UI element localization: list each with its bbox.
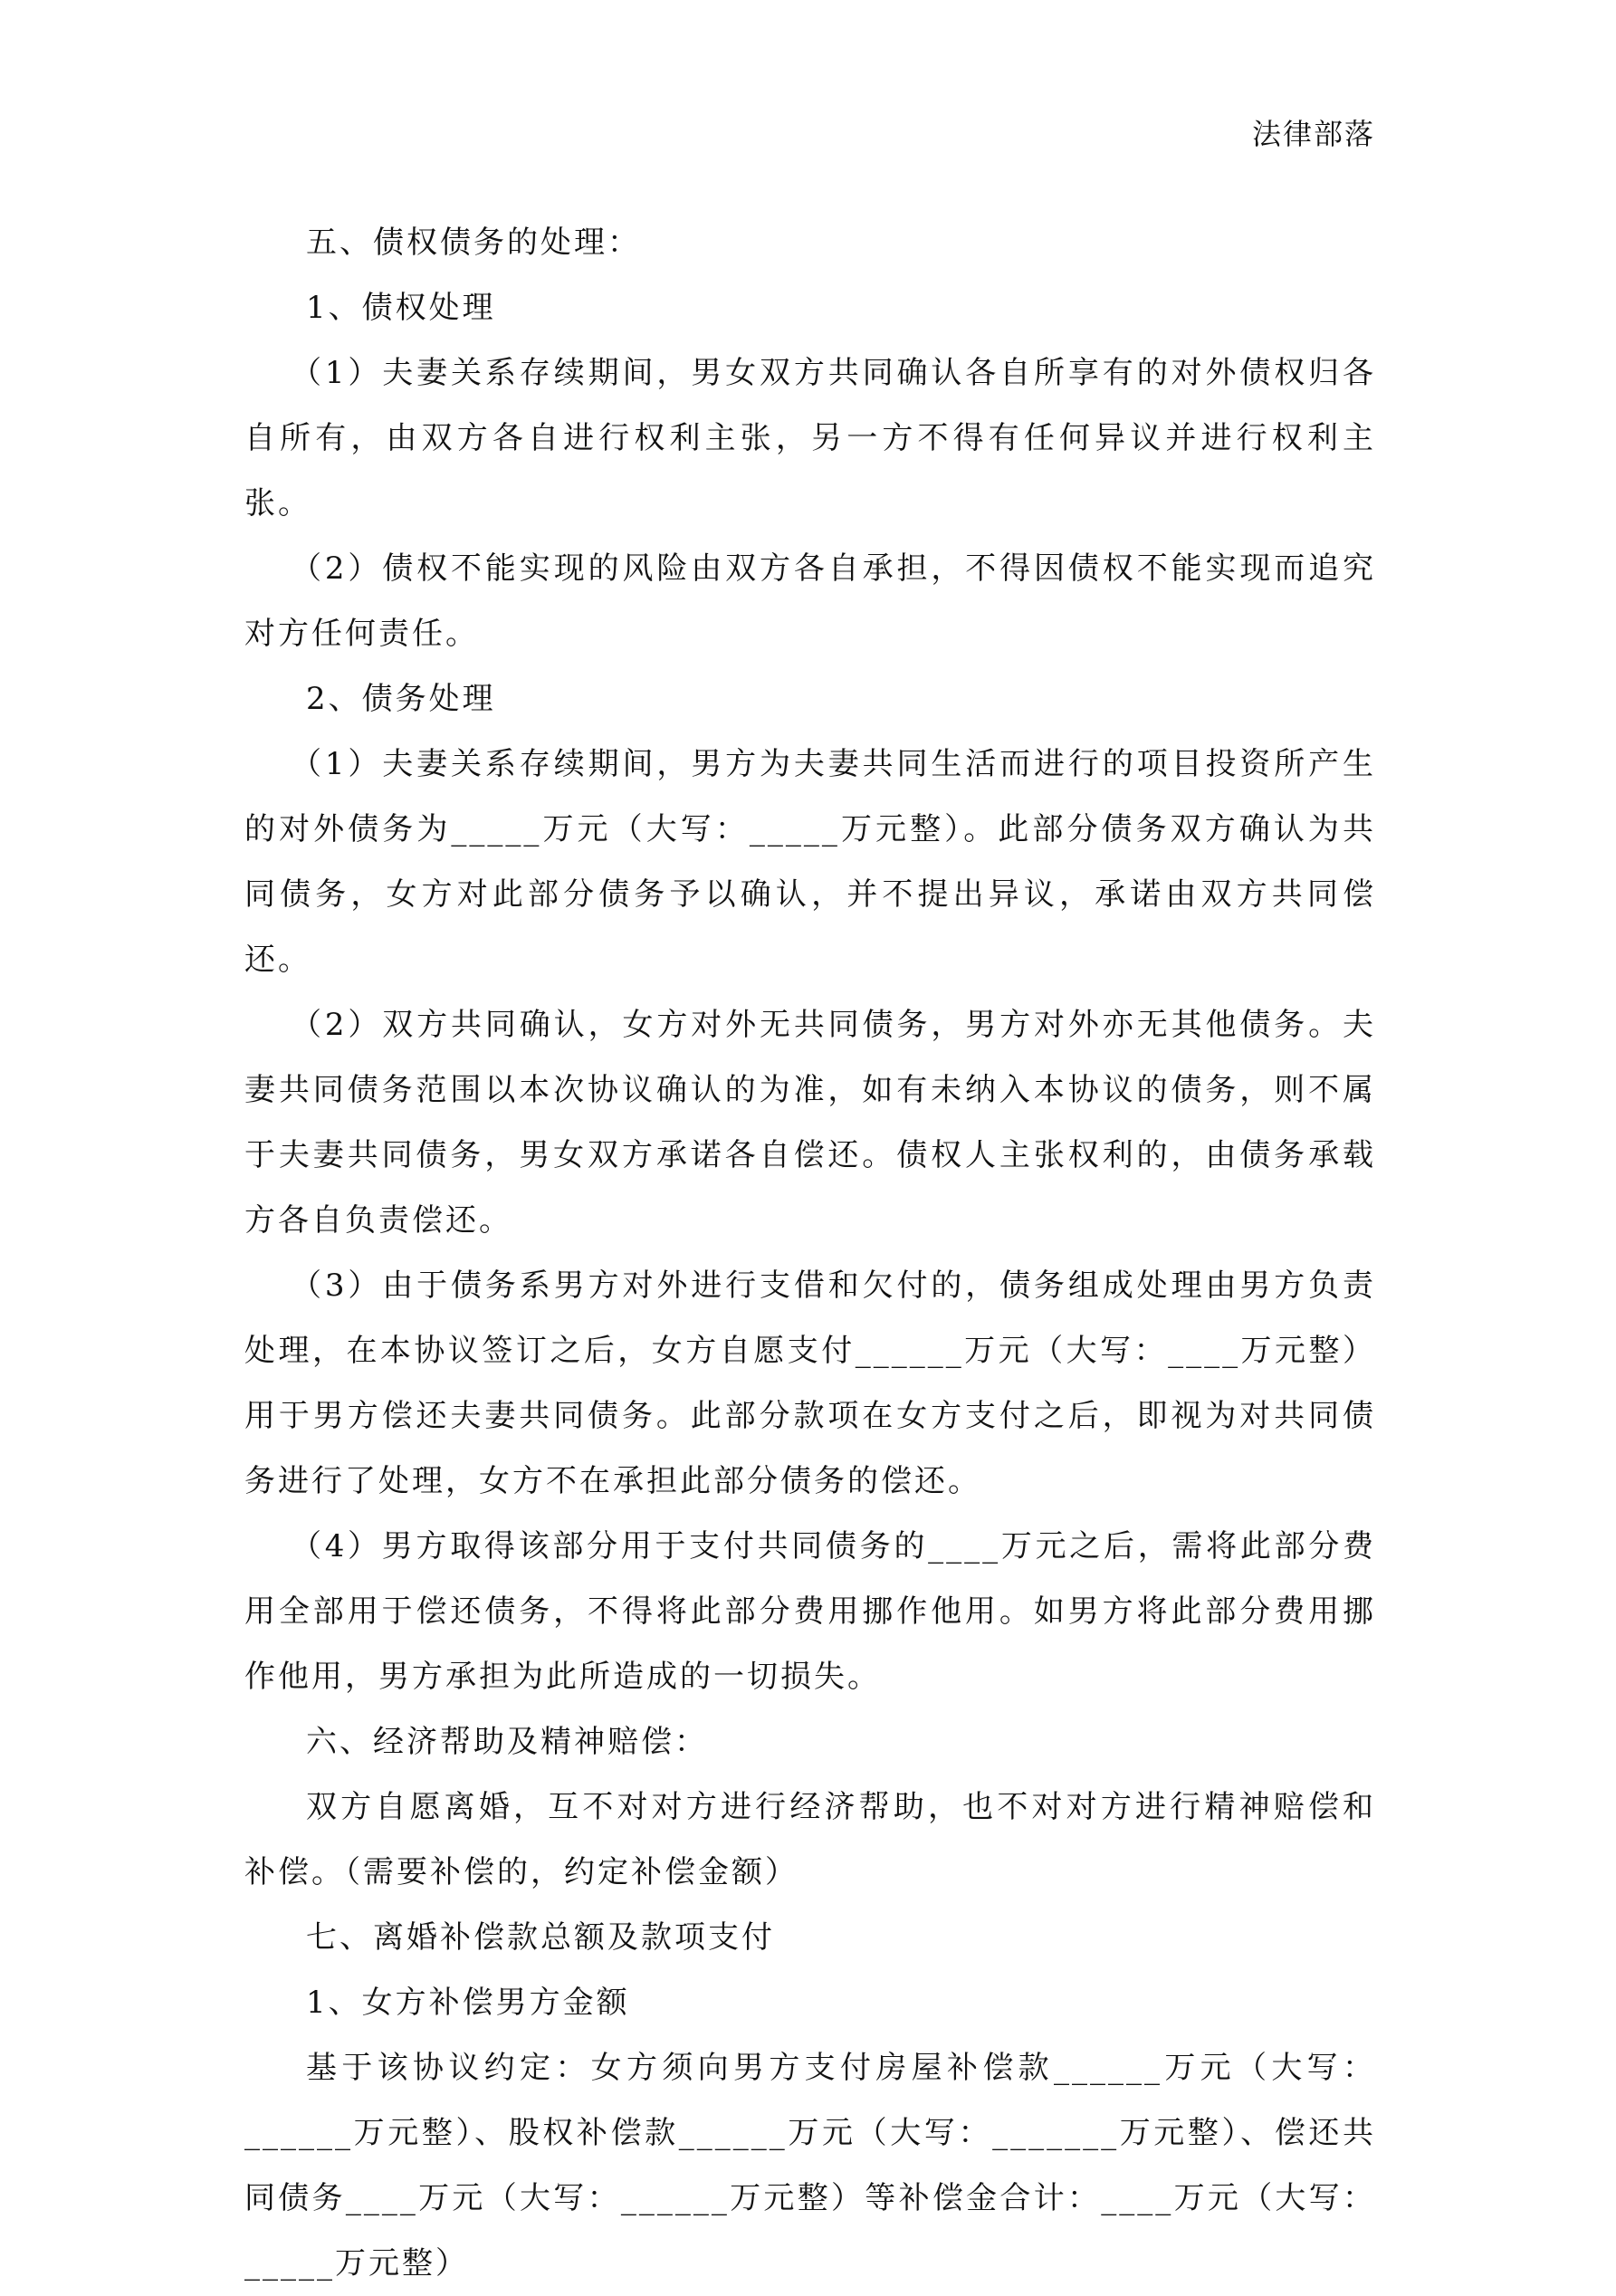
paragraph-debts-3: （3）由于债务系男方对外进行支借和欠付的，债务组成处理由男方负责处理，在本协议签订之后，女方自愿支付______万元（大写：____万元整）用于男方偿还夫妻共同债务。此部分款项在女方支付之后，即视为对共同债务进行了处理，女方不在承担此部分债务的偿还。 — [244, 1268, 1376, 1499]
header-brand: 法律部落 — [1251, 117, 1375, 151]
subsection-heading-female-compensation: 1、女方补偿男方金额 — [306, 1985, 630, 2021]
paragraph-assistance: 双方自愿离婚，互不对对方进行经济帮助，也不对对方进行精神赔偿和补偿。（需要补偿的，约定补偿金额） — [244, 1789, 1376, 1890]
section-heading-compensation: 七、离婚补偿款总额及款项支付 — [306, 1919, 775, 1956]
document-body — [244, 210, 1376, 2296]
section-heading-debt: 五、债权债务的处理： — [306, 225, 641, 261]
paragraph-claims-2: （2）债权不能实现的风险由双方各自承担，不得因债权不能实现而追究对方任何责任。 — [244, 550, 1376, 652]
subsection-heading-debts: 2、债务处理 — [306, 681, 496, 717]
paragraph-debts-1: （1）夫妻关系存续期间，男方为夫妻共同生活而进行的项目投资所产生的对外债务为_____万元（大写：_____万元整）。此部分债务双方确认为共同债务，女方对此部分债务予以确认，并不提出异议，承诺由双方共同偿还。 — [244, 746, 1376, 978]
paragraph-debts-4: （4）男方取得该部分用于支付共同债务的____万元之后，需将此部分费用全部用于偿还债务，不得将此部分费用挪作他用。如男方将此部分费用挪作他用，男方承担为此所造成的一切损失。 — [244, 1528, 1376, 1695]
paragraph-claims-1: （1）夫妻关系存续期间，男女双方共同确认各自所享有的对外债权归各自所有，由双方各自进行权利主张，另一方不得有任何异议并进行权利主张。 — [244, 355, 1376, 521]
subsection-heading-claims: 1、债权处理 — [306, 290, 496, 326]
section-heading-assistance: 六、经济帮助及精神赔偿： — [306, 1724, 708, 1760]
paragraph-compensation-total: 基于该协议约定：女方须向男方支付房屋补偿款______万元（大写：______万元整）、股权补偿款______万元（大写：_______万元整）、偿还共同债务____万元（大写：______万元整）等补偿金合计：____万元（大写：_____万元整） — [244, 2050, 1376, 2282]
paragraph-debts-2: （2）双方共同确认，女方对外无共同债务，男方对外亦无其他债务。夫妻共同债务范围以本次协议确认的为准，如有未纳入本协议的债务，则不属于夫妻共同债务，男女双方承诺各自偿还。债权人主张权利的，由债务承载方各自负责偿还。 — [244, 1007, 1376, 1239]
